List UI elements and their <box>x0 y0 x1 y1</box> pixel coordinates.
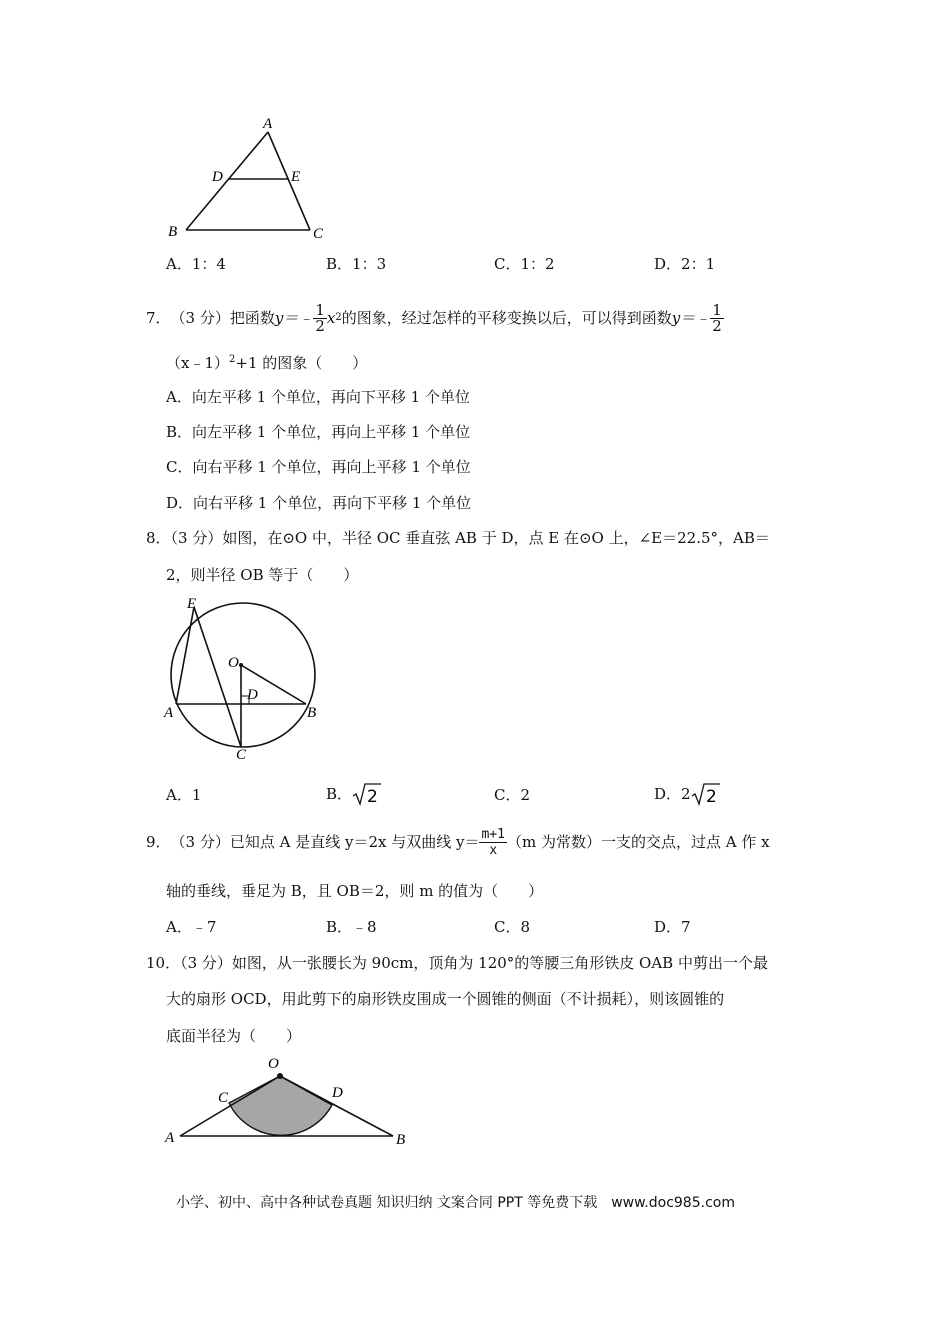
q6-option-d[interactable]: D．2：1 <box>654 255 716 273</box>
q10-number: 10． <box>146 954 181 972</box>
q8-number: 8． <box>146 529 171 547</box>
q9-stem-line1: 9． （3 分）已知点 A 是直线 y＝2x 与双曲线 y＝ $\frac{m+1}{x}$ （m 为常数）一支的交点，过点 A 作 x <box>146 826 770 858</box>
label-d: D <box>212 169 223 185</box>
q6-option-c[interactable]: C．1：2 <box>494 255 555 273</box>
sqrt-symbol <box>352 782 382 806</box>
q10-stem-line3: 底面半径为（ ） <box>166 1027 302 1045</box>
q7-x: x <box>326 309 336 327</box>
q7-number: 7． <box>146 309 171 327</box>
q9-option-d[interactable]: D．7 <box>654 918 691 936</box>
label-o: O <box>268 1056 279 1072</box>
label-o: O <box>228 655 239 671</box>
q7-option-c[interactable]: C．向右平移 1 个单位，再向上平移 1 个单位 <box>166 458 471 476</box>
label-d: D <box>247 687 258 703</box>
q9-option-c[interactable]: C．8 <box>494 918 531 936</box>
q8-stem-line1: 8．（3 分）如图，在⊙O 中，半径 OC 垂直弦 AB 于 D，点 E 在⊙O 上，∠E＝22.5°，AB＝ <box>146 529 770 547</box>
q10-stem-line2: 大的扇形 OCD，用此剪下的扇形铁皮围成一个圆锥的侧面（不计损耗），则该圆锥的 <box>166 990 725 1008</box>
label-e: E <box>187 596 197 612</box>
q7-text-b: 的图象，经过怎样的平移变换以后，可以得到函数 <box>341 309 672 327</box>
q8-option-c[interactable]: C．2 <box>494 786 531 804</box>
label-b: B <box>168 224 178 240</box>
q9-option-b[interactable]: B．﹣8 <box>326 918 377 936</box>
q9-fraction: $\frac{m+1}{x}$ <box>481 826 505 858</box>
svg-text:2: 2 <box>705 787 717 806</box>
q8-option-d[interactable]: D．2 2 <box>654 782 721 806</box>
page-footer: 小学、初中、高中各种试卷真题 知识归纳 文案合同 PPT 等免费下载 www.doc985.com <box>176 1195 735 1211</box>
q7-y-eq2: y＝﹣ <box>671 309 711 327</box>
q6-option-a[interactable]: A．1：4 <box>166 255 226 273</box>
q7-option-a[interactable]: A．向左平移 1 个单位，再向下平移 1 个单位 <box>166 388 470 406</box>
q8-option-b[interactable]: B． 2 <box>326 782 382 806</box>
q9-stem-line2: 轴的垂线，垂足为 B，且 OB＝2，则 m 的值为（ ） <box>166 882 544 900</box>
triangle-figure <box>160 110 340 245</box>
sector-figure <box>160 1050 420 1150</box>
q7-stem-line2: （x﹣1）$^2$+1 的图象（ ） <box>166 354 368 372</box>
label-a: A <box>164 705 174 721</box>
q9-option-a[interactable]: A．﹣7 <box>166 918 217 936</box>
q10-stem-line1: 10．（3 分）如图，从一张腰长为 90cm，顶角为 120°的等腰三角形铁皮 OAB 中剪出一个最 <box>146 954 768 972</box>
label-a: A <box>263 116 273 132</box>
svg-text:2: 2 <box>367 787 378 806</box>
label-c: C <box>218 1090 229 1106</box>
q7-fraction: $\frac{1}{2}$ <box>315 300 325 335</box>
q6-option-b[interactable]: B．1：3 <box>326 255 387 273</box>
q9-number: 9． <box>146 833 171 851</box>
q7-score: （3 分） <box>170 309 230 327</box>
circle-figure <box>160 595 330 765</box>
q8-stem-line2: 2，则半径 OB 等于（ ） <box>166 566 359 584</box>
q7-fraction-2: $\frac{1}{2}$ <box>712 300 722 335</box>
label-c: C <box>236 747 247 763</box>
q7-stem-line1: 7． （3 分） 把函数 y＝﹣ $\frac{1}{2}$ x 2 的图象，经过怎样的平移变换以后，可以得到函数 y＝﹣ $\frac{1}{2}$ <box>146 300 722 335</box>
label-a: A <box>165 1130 175 1146</box>
q7-option-b[interactable]: B．向左平移 1 个单位，再向上平移 1 个单位 <box>166 423 471 441</box>
label-d: D <box>332 1085 343 1101</box>
sqrt-symbol <box>691 782 721 806</box>
label-e: E <box>291 169 301 185</box>
q7-option-d[interactable]: D．向右平移 1 个单位，再向下平移 1 个单位 <box>166 494 472 512</box>
label-c: C <box>313 226 324 242</box>
q7-y-eq: y＝﹣ <box>274 309 314 327</box>
q8-option-a[interactable]: A．1 <box>166 786 202 804</box>
q7-text-a: 把函数 <box>229 309 275 327</box>
label-b: B <box>307 705 317 721</box>
label-b: B <box>396 1132 406 1148</box>
